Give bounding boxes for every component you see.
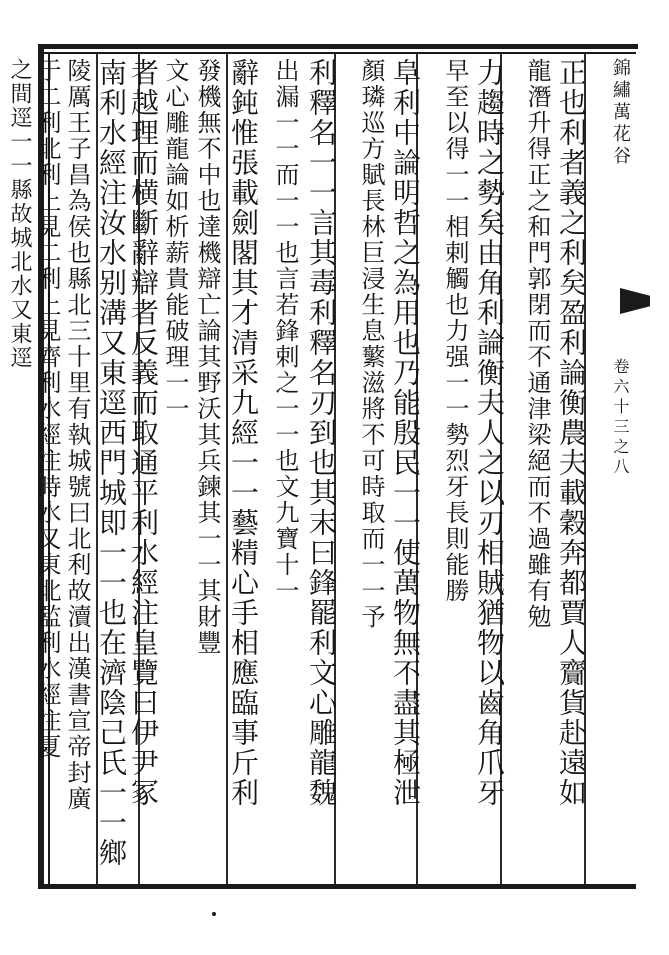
running-title: 錦繡萬花谷: [610, 58, 631, 168]
text-column-4: 早至以得一一相剌觸也力强一一勢烈牙長則能勝: [441, 58, 469, 604]
text-column-11: 文心雕龍論如析薪貴能破理一一: [161, 58, 189, 422]
frame-top-border: [38, 44, 638, 49]
text-column-13: 南利水經注汝水别溝又東逕西門城即一一也在濟陰己氏一一鄉: [95, 58, 128, 868]
text-column-14: 陵厲王子昌為侯也縣北三十里有執城號曰北利故瀆出漢書宣帝封廣: [63, 58, 91, 812]
text-column-16: 之間逕一一縣故城北水又東逕: [7, 58, 32, 370]
text-column-1: 正也利者義之利矣盈利論衡農夫載穀奔都賈人齎貨赴遠如: [555, 58, 588, 808]
text-column-8: 出漏一一而一一也言若鋒剌之一一也文九寶十一: [271, 58, 299, 604]
text-column-9: 辭鈍惟張載劍閣其才清采九經一一藝精心手相應臨事斤利: [227, 58, 260, 808]
text-column-2: 龍潛升得正之和門郭閉而不通津梁絕而不過雖有勉: [523, 58, 551, 630]
text-column-5: 阜利中論明哲之為用也乃能殷民一一使萬物無不盡其極泄: [389, 58, 422, 808]
scan-speck: [212, 912, 216, 916]
text-column-12: 者越理而横斷辭辯者反義而取通平利水經注皇覽曰伊尹冢: [127, 58, 160, 808]
text-column-7: 利釋名一一言其毒利釋名刃到也其末曰鋒罷利文心雕龍魏: [305, 58, 338, 808]
text-column-3: 力趨時之勢矣由角利論衡夫人之以刃相賊猶物以齒角爪牙: [473, 58, 506, 808]
text-column-15: 于二利北利上見二利上見齊利水經注時水又東北監利水經注夏: [33, 58, 61, 760]
text-column-10: 發機無不中也達機辯亡論其野沃其兵鍊其一一其財豐: [193, 58, 221, 656]
text-column-6: 顏璘巡方賦長林巨浸生息蘩滋將不可時取而一一予: [357, 58, 385, 630]
frame-top-inner-border: [38, 52, 636, 54]
chapter-mark: 卷六十三之八: [611, 358, 630, 478]
frame-bottom-border: [38, 884, 636, 889]
